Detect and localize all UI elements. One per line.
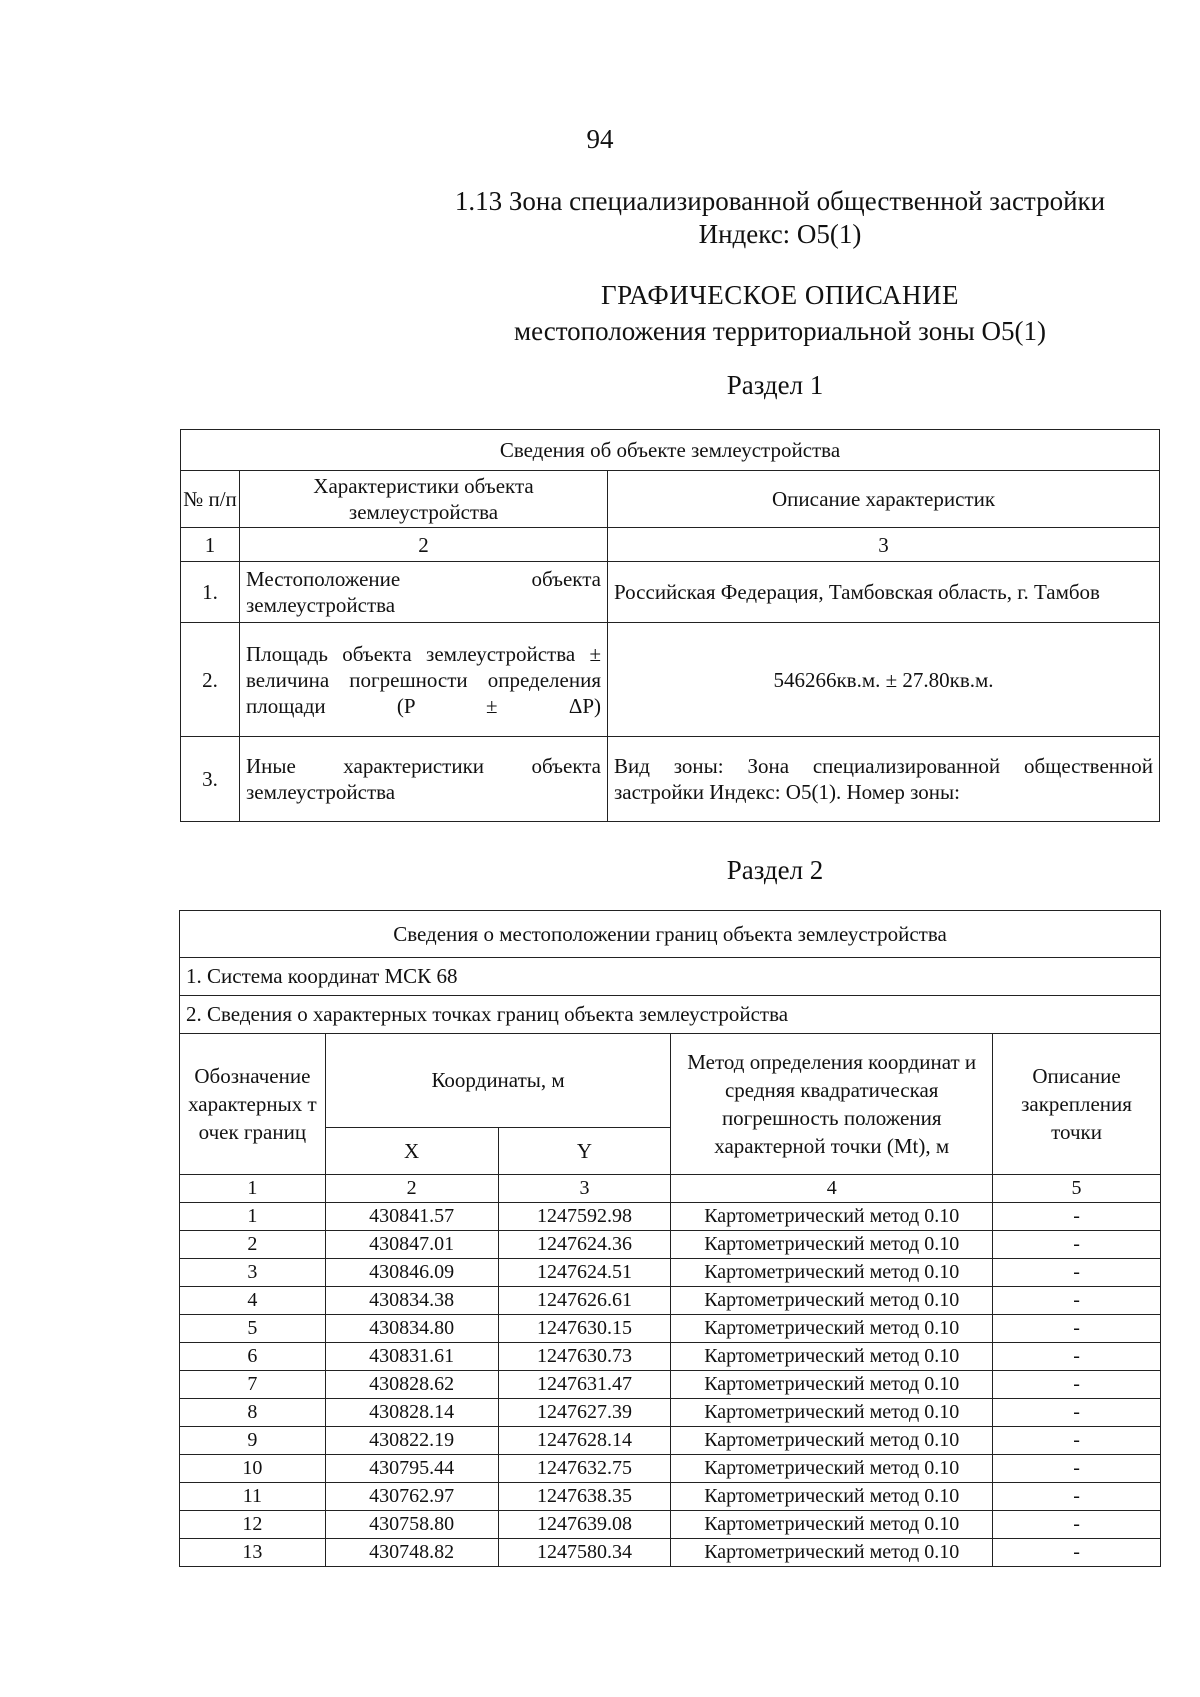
page-number: 94 [586,124,614,154]
header-description: Описание характеристик [608,471,1160,528]
col-number: 2 [325,1175,498,1203]
point-id: 3 [180,1259,326,1287]
point-method: Картометрический метод 0.10 [671,1399,993,1427]
point-fixing: - [993,1203,1161,1231]
points-title-row [180,996,1161,1034]
boundary-points-table [179,910,1161,1567]
point-x: 430834.38 [325,1287,498,1315]
col-number: 1 [180,1175,326,1203]
point-fixing: - [993,1231,1161,1259]
coord-system: 1. Система координат МСК 68 [180,958,1161,996]
point-y: 1247632.75 [498,1455,671,1483]
header-y: Y [498,1127,671,1174]
table-row [180,1315,1161,1343]
point-y: 1247626.61 [498,1287,671,1315]
column-numbers-row [181,528,1160,562]
point-id: 10 [180,1455,326,1483]
point-method: Картометрический метод 0.10 [671,1483,993,1511]
zone-index: Индекс: О5(1) [698,219,862,249]
point-y: 1247630.15 [498,1315,671,1343]
point-x: 430795.44 [325,1455,498,1483]
col-number: 5 [993,1175,1161,1203]
point-x: 430822.19 [325,1427,498,1455]
column-numbers-row [180,1175,1161,1203]
header-method: Метод определения координат и средняя квадратическая погрешность положения характерной точки (Mt), м [671,1034,993,1175]
table-title: Сведения о местоположении границ объекта землеустройства [180,911,1161,958]
table-row [180,1455,1161,1483]
section1-title: Раздел 1 [726,370,824,400]
point-id: 13 [180,1539,326,1567]
points-body [180,1175,1161,1567]
point-x: 430748.82 [325,1539,498,1567]
row-description: 546266кв.м. ± 27.80кв.м. [608,623,1160,737]
point-fixing: - [993,1343,1161,1371]
point-x: 430846.09 [325,1259,498,1287]
point-y: 1247628.14 [498,1427,671,1455]
row-description: Вид зоны: Зона специализированной общественной застройки Индекс: О5(1). Номер зоны: [608,737,1160,822]
point-y: 1247639.08 [498,1511,671,1539]
table-row [181,562,1160,623]
point-id: 4 [180,1287,326,1315]
point-y: 1247630.73 [498,1343,671,1371]
point-id: 7 [180,1371,326,1399]
point-x: 430834.80 [325,1315,498,1343]
table-row [181,623,1160,737]
point-id: 8 [180,1399,326,1427]
point-method: Картометрический метод 0.10 [671,1287,993,1315]
point-y: 1247592.98 [498,1203,671,1231]
header-x: X [325,1127,498,1174]
point-x: 430828.62 [325,1371,498,1399]
row-characteristic: Иные характеристики объекта землеустройства [240,737,608,822]
col-number: 3 [498,1175,671,1203]
point-fixing: - [993,1315,1161,1343]
point-id: 1 [180,1203,326,1231]
point-fixing: - [993,1399,1161,1427]
point-y: 1247624.36 [498,1231,671,1259]
point-fixing: - [993,1483,1161,1511]
point-id: 6 [180,1343,326,1371]
table-row [180,1343,1161,1371]
point-id: 5 [180,1315,326,1343]
point-x: 430758.80 [325,1511,498,1539]
table-header-row [180,1034,1161,1128]
point-method: Картометрический метод 0.10 [671,1315,993,1343]
point-y: 1247580.34 [498,1539,671,1567]
point-id: 12 [180,1511,326,1539]
coord-system-row [180,958,1161,996]
table-row [180,1371,1161,1399]
point-id: 2 [180,1231,326,1259]
object-info-table [180,429,1160,822]
row-num: 2. [181,623,240,737]
point-fixing: - [993,1371,1161,1399]
point-method: Картометрический метод 0.10 [671,1539,993,1567]
point-x: 430762.97 [325,1483,498,1511]
table-row [181,737,1160,822]
table-row [180,1399,1161,1427]
table-title: Сведения об объекте землеустройства [181,430,1160,471]
table-row [180,1539,1161,1567]
row-characteristic: Местоположение объекта землеустройства [240,562,608,623]
row-characteristic: Площадь объекта землеустройства ± величина погрешности определения площади (P ± ΔP) [240,623,608,737]
point-fixing: - [993,1287,1161,1315]
table-row [180,1287,1161,1315]
point-x: 430841.57 [325,1203,498,1231]
col-number: 3 [608,528,1160,562]
col-number: 2 [240,528,608,562]
point-fixing: - [993,1427,1161,1455]
point-method: Картометрический метод 0.10 [671,1427,993,1455]
header-coordinates: Координаты, м [325,1034,671,1128]
zone-title: 1.13 Зона специализированной общественной застройки [454,186,1106,216]
point-method: Картометрический метод 0.10 [671,1259,993,1287]
row-description: Российская Федерация, Тамбовская область, г. Тамбов [608,562,1160,623]
header-fixing: Описание закрепления точки [993,1034,1161,1175]
point-y: 1247627.39 [498,1399,671,1427]
table-title-row [180,911,1161,958]
point-y: 1247631.47 [498,1371,671,1399]
point-x: 430831.61 [325,1343,498,1371]
point-method: Картометрический метод 0.10 [671,1511,993,1539]
header-designation: Обозначение характерных точек границ [180,1034,326,1175]
row-num: 3. [181,737,240,822]
points-title: 2. Сведения о характерных точках границ объекта землеустройства [180,996,1161,1034]
point-fixing: - [993,1259,1161,1287]
point-fixing: - [993,1455,1161,1483]
table-row [180,1231,1161,1259]
point-y: 1247624.51 [498,1259,671,1287]
point-x: 430828.14 [325,1399,498,1427]
header-num: № п/п [181,471,240,528]
graphic-title: ГРАФИЧЕСКОЕ ОПИСАНИЕ [600,280,960,310]
table-row [180,1483,1161,1511]
col-number: 1 [181,528,240,562]
point-method: Картометрический метод 0.10 [671,1371,993,1399]
point-x: 430847.01 [325,1231,498,1259]
col-number: 4 [671,1175,993,1203]
row-num: 1. [181,562,240,623]
point-id: 11 [180,1483,326,1511]
point-fixing: - [993,1511,1161,1539]
point-method: Картометрический метод 0.10 [671,1343,993,1371]
point-method: Картометрический метод 0.10 [671,1203,993,1231]
graphic-subtitle: местоположения территориальной зоны О5(1) [513,316,1047,346]
table-title-row [181,430,1160,471]
point-method: Картометрический метод 0.10 [671,1455,993,1483]
point-y: 1247638.35 [498,1483,671,1511]
point-fixing: - [993,1539,1161,1567]
section2-title: Раздел 2 [726,855,824,885]
table-row [180,1427,1161,1455]
header-characteristic: Характеристики объекта землеустройства [240,471,608,528]
table-row [180,1203,1161,1231]
table-row [180,1511,1161,1539]
point-method: Картометрический метод 0.10 [671,1231,993,1259]
table-row [180,1259,1161,1287]
table-header-row [181,471,1160,528]
point-id: 9 [180,1427,326,1455]
